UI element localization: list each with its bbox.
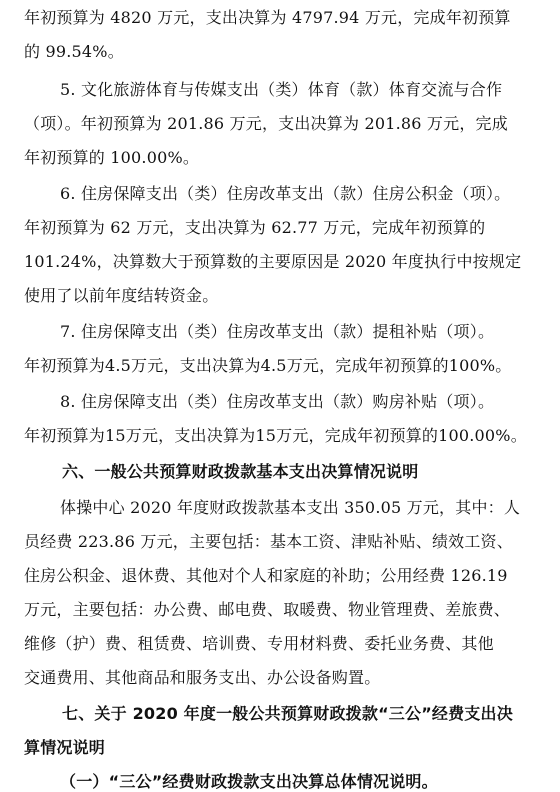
- paragraph-line: 的 99.54%。: [24, 42, 124, 61]
- paragraph-line: 年初预算为 4820 万元，支出决算为 4797.94 万元，完成年初预算: [24, 8, 511, 27]
- item-5-heading: 5. 文化旅游体育与传媒支出（类）体育（款）体育交流与合作: [60, 80, 503, 99]
- paragraph-line: 年初预算的 100.00%。: [24, 148, 200, 167]
- item-6-heading: 6. 住房保障支出（类）住房改革支出（款）住房公积金（项）。: [60, 184, 511, 203]
- section-6-paragraph-line: 体操中心 2020 年度财政拨款基本支出 350.05 万元，其中：人: [60, 498, 521, 517]
- paragraph-line: 使用了以前年度结转资金。: [24, 286, 219, 305]
- section-7-title: 七、关于 2020 年度一般公共预算财政拨款“三公”经费支出决: [62, 704, 513, 723]
- item-7-heading: 7. 住房保障支出（类）住房改革支出（款）提租补贴（项）。: [60, 322, 495, 341]
- paragraph-line: 员经费 223.86 万元，主要包括：基本工资、津贴补贴、绩效工资、: [24, 532, 513, 551]
- subsection-1-title: （一）“三公”经费财政拨款支出决算总体情况说明。: [60, 772, 438, 791]
- section-6-title: 六、一般公共预算财政拨款基本支出决算情况说明: [62, 462, 419, 481]
- paragraph-line: 年初预算为4.5万元，支出决算为4.5万元，完成年初预算的100%。: [24, 356, 512, 375]
- paragraph-line: 交通费用、其他商品和服务支出、办公设备购置。: [24, 668, 381, 687]
- paragraph-line: 住房公积金、退休费、其他对个人和家庭的补助；公用经费 126.19: [24, 566, 508, 585]
- paragraph-line: 年初预算为15万元，支出决算为15万元，完成年初预算的100.00%。: [24, 426, 527, 445]
- paragraph-line: 万元，主要包括：办公费、邮电费、取暖费、物业管理费、差旅费、: [24, 600, 511, 619]
- item-8-heading: 8. 住房保障支出（类）住房改革支出（款）购房补贴（项）。: [60, 392, 495, 411]
- paragraph-line: 维修（护）费、租赁费、培训费、专用材料费、委托业务费、其他: [24, 634, 494, 653]
- paragraph-line: 101.24%，决算数大于预算数的主要原因是 2020 年度执行中按规定: [24, 252, 522, 271]
- section-7-title-continued: 算情况说明: [24, 738, 106, 757]
- paragraph-line: 年初预算为 62 万元，支出决算为 62.77 万元，完成年初预算的: [24, 218, 486, 237]
- paragraph-line: （项）。年初预算为 201.86 万元，支出决算为 201.86 万元，完成: [24, 114, 508, 133]
